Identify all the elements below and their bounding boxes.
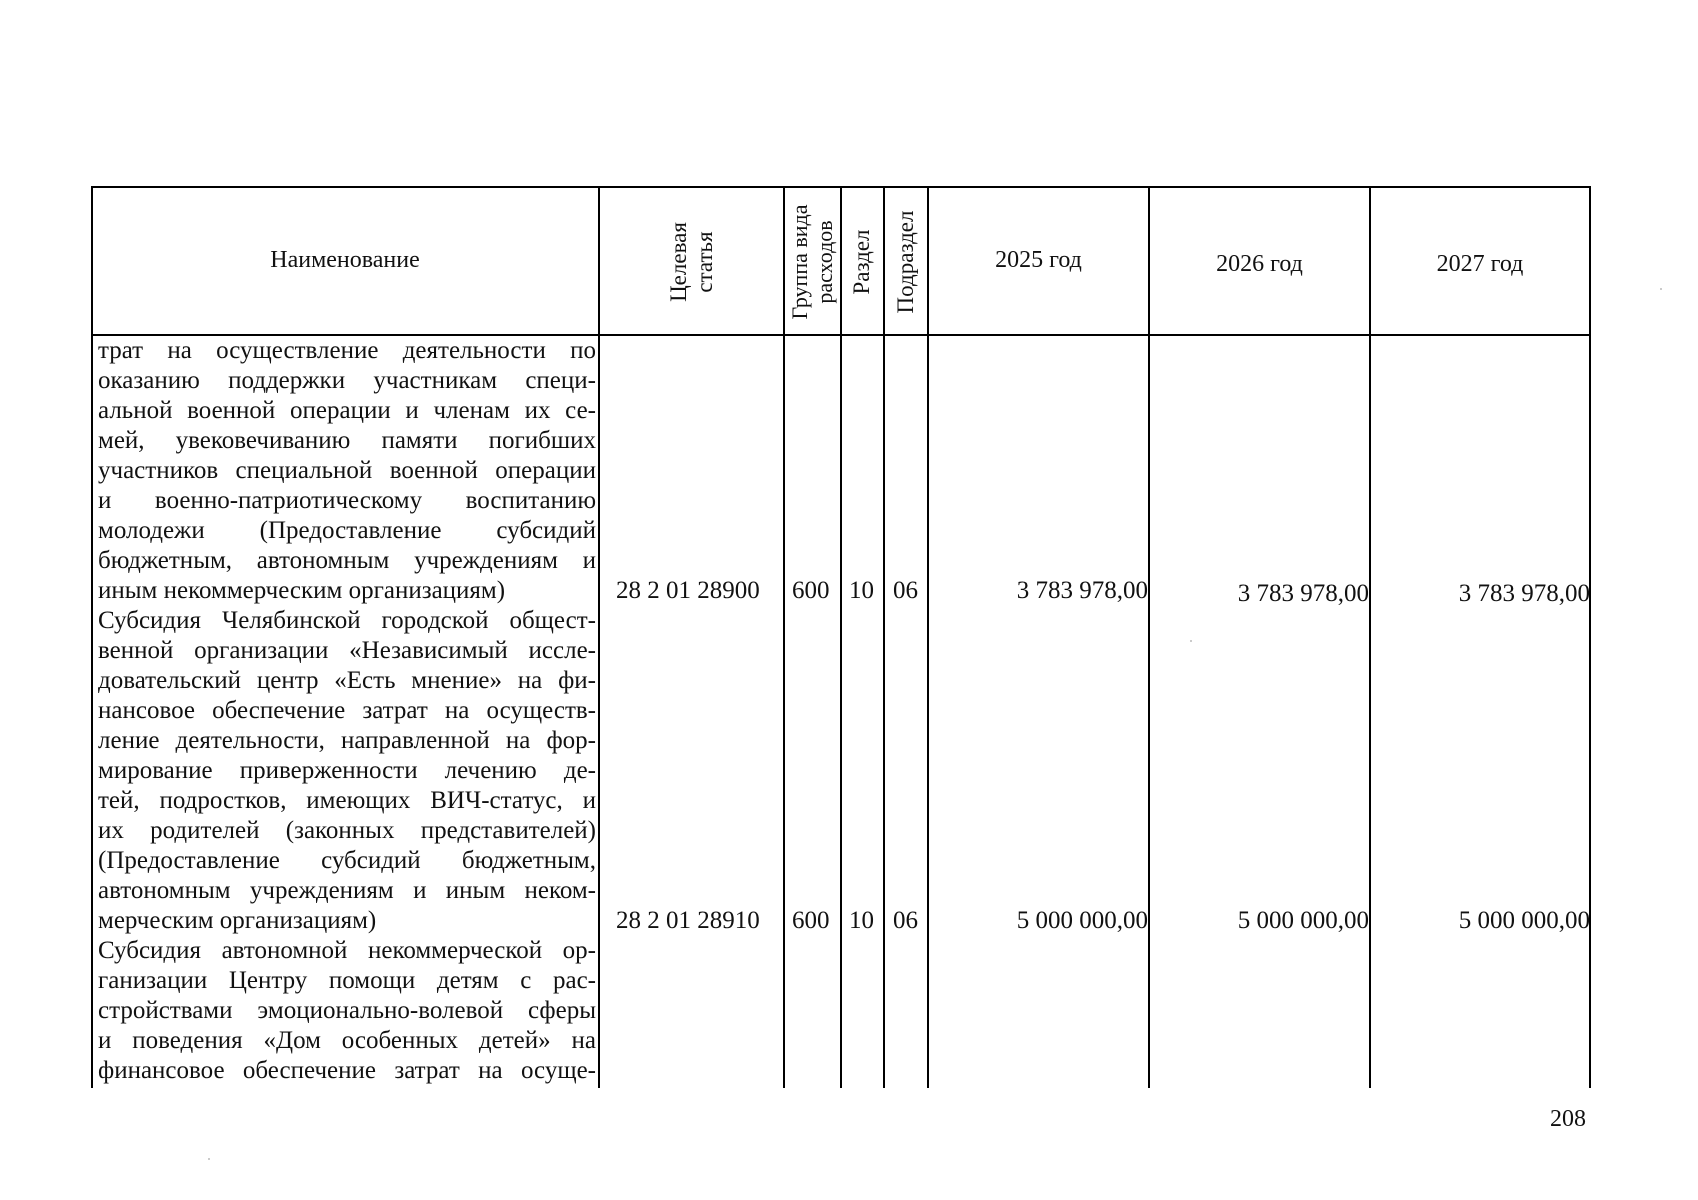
- header-2025: 2025 год: [995, 247, 1082, 273]
- description-line: и поведения «Дом особенных детей» на: [98, 1027, 596, 1054]
- col-border-right: [1589, 186, 1591, 1088]
- description-line: мерческим организациям): [98, 907, 377, 934]
- description-line: бюджетным, автономным учреждениям и: [98, 547, 596, 574]
- description-line: мирование приверженности лечению де-: [98, 757, 596, 784]
- description-line: участников специальной военной операции: [98, 457, 596, 484]
- header-target-article: Целевая статья: [666, 222, 717, 302]
- row2-expense-group: 600: [792, 907, 830, 934]
- row1-expense-group: 600: [792, 577, 830, 604]
- description-line: молодежи (Предоставление субсидий: [98, 517, 596, 544]
- row2-section: 10: [849, 907, 874, 934]
- col-border-2025: [1148, 186, 1150, 1088]
- row1-amount-2027: 3 783 978,00: [1458, 580, 1590, 607]
- col-border-name: [598, 186, 600, 1088]
- header-subsection: Подраздел: [893, 210, 918, 314]
- description-line: их родителей (законных представителей): [98, 817, 596, 844]
- description-line: и военно-патриотическому воспитанию: [98, 487, 596, 514]
- row1-amount-2025: 3 783 978,00: [1016, 577, 1148, 604]
- col-border-subsection: [927, 186, 929, 1088]
- row2-amount-2027: 5 000 000,00: [1458, 907, 1590, 934]
- col-border-left: [91, 186, 93, 1088]
- row1-subsection: 06: [893, 577, 918, 604]
- row2-amount-2026: 5 000 000,00: [1237, 907, 1369, 934]
- col-border-group: [840, 186, 842, 1088]
- description-line: трат на осуществление деятельности по: [98, 337, 596, 364]
- scan-speck: [1190, 640, 1192, 642]
- col-border-section: [883, 186, 885, 1088]
- col-border-article: [783, 186, 785, 1088]
- description-line: мей, увековечиванию памяти погибших: [98, 427, 596, 454]
- header-2027: 2027 год: [1436, 251, 1524, 277]
- description-line: автономным учреждениям и иным неком-: [98, 877, 596, 904]
- row1-target-article: 28 2 01 28900: [616, 577, 760, 604]
- description-line: альной военной операции и членам их се-: [98, 397, 596, 424]
- page-number: 208: [1550, 1106, 1586, 1132]
- header-section: Раздел: [849, 229, 874, 295]
- row2-target-article: 28 2 01 28910: [616, 907, 760, 934]
- description-line: стройствами эмоционально-волевой сферы: [98, 997, 596, 1024]
- row1-amount-2026: 3 783 978,00: [1237, 580, 1369, 607]
- scan-speck: [1660, 288, 1662, 290]
- col-border-2026: [1369, 186, 1371, 1088]
- row1-section: 10: [849, 577, 874, 604]
- scan-speck: [208, 1158, 210, 1160]
- description-line: (Предоставление субсидий бюджетным,: [98, 847, 596, 874]
- header-expense-group: Группа вида расходов: [787, 204, 837, 320]
- header-name: Наименование: [270, 247, 420, 273]
- row2-amount-2025: 5 000 000,00: [1016, 907, 1148, 934]
- description-line: ганизации Центру помощи детям с рас-: [98, 967, 596, 994]
- header-2026: 2026 год: [1216, 251, 1303, 277]
- description-line: довательский центр «Есть мнение» на фи-: [98, 667, 596, 694]
- description-line: тей, подростков, имеющих ВИЧ-статус, и: [98, 787, 596, 814]
- description-line: нансовое обеспечение затрат на осуществ-: [98, 697, 596, 724]
- description-line: оказанию поддержки участникам специ-: [98, 367, 596, 394]
- description-line: Субсидия автономной некоммерческой ор-: [98, 937, 596, 964]
- description-line: Субсидия Челябинской городской общест-: [98, 607, 596, 634]
- description-line: финансовое обеспечение затрат на осуще-: [98, 1057, 596, 1084]
- description-line: венной организации «Независимый иссле-: [98, 637, 596, 664]
- description-text: [98, 336, 596, 1086]
- description-line: ление деятельности, направленной на фор-: [98, 727, 596, 754]
- row2-subsection: 06: [893, 907, 918, 934]
- description-line: иным некоммерческим организациям): [98, 577, 506, 604]
